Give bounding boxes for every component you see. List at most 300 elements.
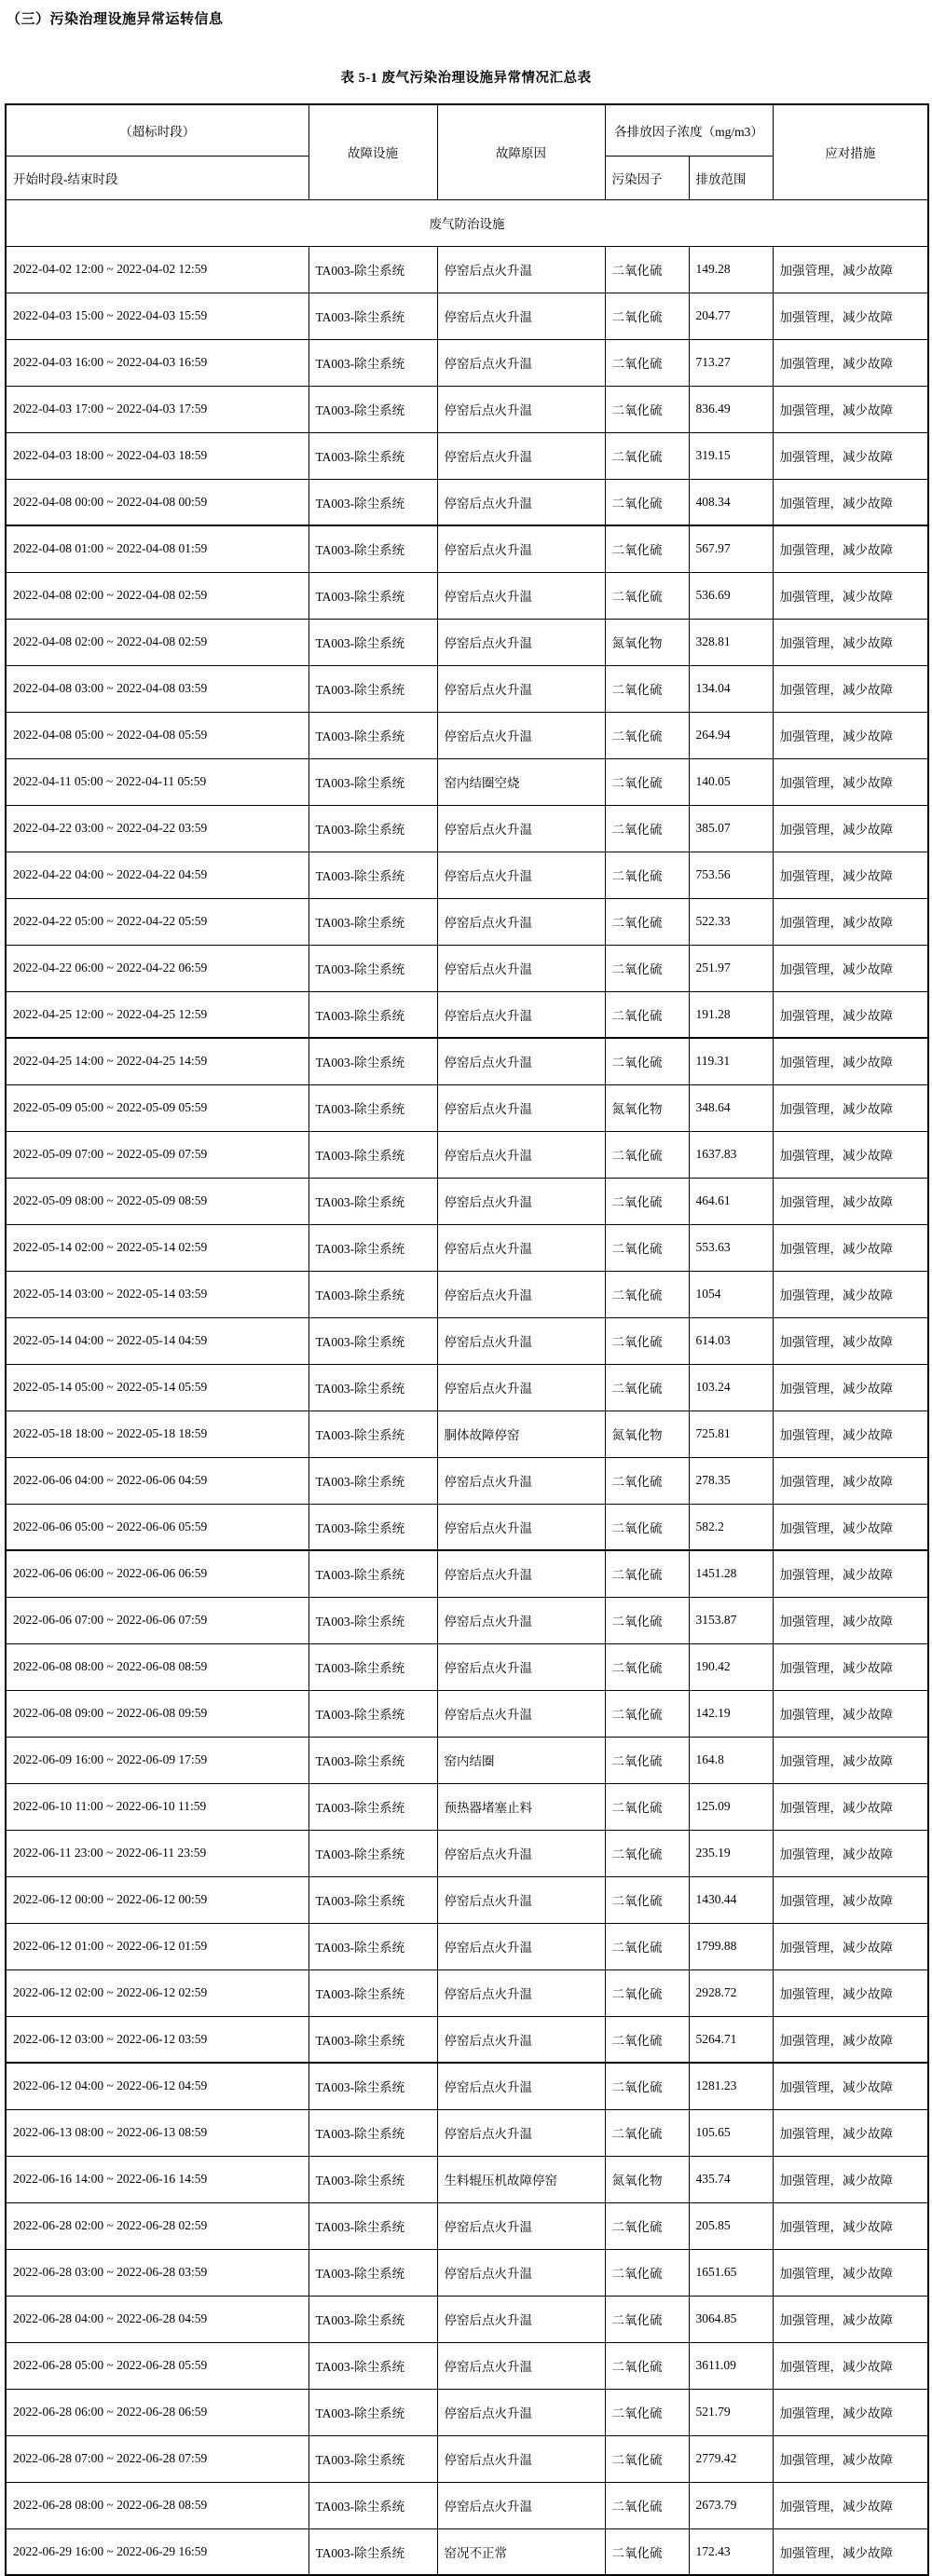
table-row [6,1550,928,1597]
cell-facility: TA003-除尘系统 [308,852,437,898]
cell-value: 264.94 [689,712,773,758]
cell-reason: 生料辊压机故障停窑 [437,2156,605,2202]
table-row [6,1876,928,1923]
cell-period: 2022-06-12 04:00 ~ 2022-06-12 04:59 [6,2063,308,2109]
cell-facility: TA003-除尘系统 [308,1737,437,1783]
cell-value: 836.49 [689,386,773,432]
cell-pollutant: 氮氧化物 [605,619,689,665]
cell-measure: 加强管理，减少故障 [773,1830,928,1876]
table-row [6,991,928,1038]
cell-pollutant: 二氧化硫 [605,525,689,572]
table-row [6,246,928,293]
cell-reason: 停窑后点火升温 [437,2342,605,2389]
cell-facility: TA003-除尘系统 [308,572,437,619]
table-row [6,479,928,525]
cell-pollutant: 二氧化硫 [605,2016,689,2063]
cell-facility: TA003-除尘系统 [308,1783,437,1830]
table-row [6,2016,928,2063]
cell-facility: TA003-除尘系统 [308,293,437,339]
cell-pollutant: 二氧化硫 [605,1271,689,1317]
cell-measure: 加强管理，减少故障 [773,1038,928,1084]
cell-pollutant: 二氧化硫 [605,1923,689,1969]
cell-pollutant: 二氧化硫 [605,1038,689,1084]
table-row [6,1178,928,1224]
cell-pollutant: 二氧化硫 [605,712,689,758]
cell-period: 2022-06-06 06:00 ~ 2022-06-06 06:59 [6,1550,308,1597]
cell-facility: TA003-除尘系统 [308,2202,437,2249]
cell-reason: 停窑后点火升温 [437,2063,605,2109]
cell-facility: TA003-除尘系统 [308,2435,437,2482]
table-row [6,1923,928,1969]
section-title: （三）污染治理设施异常运转信息 [7,12,224,27]
cell-pollutant: 二氧化硫 [605,1876,689,1923]
table-row [6,525,928,572]
table-row [6,2482,928,2528]
cell-reason: 停窑后点火升温 [437,1271,605,1317]
cell-facility: TA003-除尘系统 [308,1411,437,1457]
cell-facility: TA003-除尘系统 [308,1597,437,1643]
cell-measure: 加强管理，减少故障 [773,1131,928,1178]
cell-period: 2022-06-29 16:00 ~ 2022-06-29 16:59 [6,2528,308,2575]
cell-measure: 加强管理，减少故障 [773,1504,928,1550]
table-row [6,2435,928,2482]
cell-facility: TA003-除尘系统 [308,1923,437,1969]
cell-period: 2022-05-09 05:00 ~ 2022-05-09 05:59 [6,1084,308,1131]
cell-period: 2022-05-14 03:00 ~ 2022-05-14 03:59 [6,1271,308,1317]
cell-pollutant: 二氧化硫 [605,2296,689,2342]
cell-measure: 加强管理，减少故障 [773,572,928,619]
cell-reason: 停窑后点火升温 [437,572,605,619]
table-caption: 表 5-1 废气污染治理设施异常情况汇总表 [340,71,592,86]
cell-value: 204.77 [689,293,773,339]
cell-period: 2022-06-28 08:00 ~ 2022-06-28 08:59 [6,2482,308,2528]
cell-reason: 停窑后点火升温 [437,1364,605,1411]
cell-reason: 停窑后点火升温 [437,293,605,339]
cell-period: 2022-04-02 12:00 ~ 2022-04-02 12:59 [6,246,308,293]
cell-pollutant: 二氧化硫 [605,2063,689,2109]
table-row [6,1224,928,1271]
cell-facility: TA003-除尘系统 [308,525,437,572]
cell-period: 2022-05-14 04:00 ~ 2022-05-14 04:59 [6,1317,308,1364]
cell-value: 385.07 [689,805,773,852]
cell-facility: TA003-除尘系统 [308,2389,437,2435]
cell-pollutant: 二氧化硫 [605,572,689,619]
cell-facility: TA003-除尘系统 [308,339,437,386]
cell-value: 3611.09 [689,2342,773,2389]
cell-period: 2022-04-22 06:00 ~ 2022-04-22 06:59 [6,945,308,991]
cell-facility: TA003-除尘系统 [308,712,437,758]
cell-reason: 停窑后点火升温 [437,712,605,758]
cell-reason: 停窑后点火升温 [437,2202,605,2249]
cell-pollutant: 二氧化硫 [605,1178,689,1224]
cell-pollutant: 氮氧化物 [605,2156,689,2202]
cell-period: 2022-06-12 01:00 ~ 2022-06-12 01:59 [6,1923,308,1969]
cell-measure: 加强管理，减少故障 [773,2156,928,2202]
cell-measure: 加强管理，减少故障 [773,805,928,852]
cell-value: 319.15 [689,432,773,479]
cell-value: 3064.85 [689,2296,773,2342]
cell-measure: 加强管理，减少故障 [773,2249,928,2296]
cell-value: 125.09 [689,1783,773,1830]
cell-facility: TA003-除尘系统 [308,1038,437,1084]
cell-pollutant: 二氧化硫 [605,1317,689,1364]
header-exceed-period: （超标时段） [6,104,308,156]
cell-reason: 停窑后点火升温 [437,525,605,572]
cell-pollutant: 二氧化硫 [605,852,689,898]
cell-measure: 加强管理，减少故障 [773,1597,928,1643]
cell-pollutant: 二氧化硫 [605,1597,689,1643]
cell-reason: 停窑后点火升温 [437,2109,605,2156]
cell-measure: 加强管理，减少故障 [773,1876,928,1923]
cell-period: 2022-06-08 08:00 ~ 2022-06-08 08:59 [6,1643,308,1690]
cell-period: 2022-04-08 01:00 ~ 2022-04-08 01:59 [6,525,308,572]
cell-facility: TA003-除尘系统 [308,246,437,293]
cell-facility: TA003-除尘系统 [308,665,437,712]
cell-period: 2022-04-03 18:00 ~ 2022-04-03 18:59 [6,432,308,479]
cell-value: 134.04 [689,665,773,712]
cell-reason: 停窑后点火升温 [437,1876,605,1923]
abnormal-operation-table [5,103,929,2576]
header-facility: 故障设施 [308,104,437,199]
cell-period: 2022-05-09 08:00 ~ 2022-05-09 08:59 [6,1178,308,1224]
table-row [6,2342,928,2389]
cell-value: 119.31 [689,1038,773,1084]
table-row [6,1084,928,1131]
cell-value: 1799.88 [689,1923,773,1969]
cell-facility: TA003-除尘系统 [308,2342,437,2389]
cell-period: 2022-06-06 05:00 ~ 2022-06-06 05:59 [6,1504,308,1550]
cell-period: 2022-04-03 15:00 ~ 2022-04-03 15:59 [6,293,308,339]
header-concentration-group: 各排放因子浓度（mg/m3） [605,104,773,156]
cell-facility: TA003-除尘系统 [308,386,437,432]
cell-measure: 加强管理，减少故障 [773,1364,928,1411]
cell-reason: 停窑后点火升温 [437,1830,605,1876]
table-row [6,665,928,712]
cell-measure: 加强管理，减少故障 [773,712,928,758]
cell-reason: 停窑后点火升温 [437,479,605,525]
cell-value: 1430.44 [689,1876,773,1923]
cell-pollutant: 二氧化硫 [605,432,689,479]
cell-reason: 停窑后点火升温 [437,2016,605,2063]
cell-period: 2022-06-28 04:00 ~ 2022-06-28 04:59 [6,2296,308,2342]
cell-reason: 停窑后点火升温 [437,1969,605,2016]
table-row [6,1643,928,1690]
cell-measure: 加强管理，减少故障 [773,2109,928,2156]
cell-pollutant: 二氧化硫 [605,1550,689,1597]
cell-pollutant: 二氧化硫 [605,246,689,293]
cell-reason: 停窑后点火升温 [437,619,605,665]
category-row-waste-gas: 废气防治设施 [6,199,928,246]
cell-measure: 加强管理，减少故障 [773,246,928,293]
cell-measure: 加强管理，减少故障 [773,945,928,991]
cell-facility: TA003-除尘系统 [308,1224,437,1271]
cell-measure: 加强管理，减少故障 [773,1317,928,1364]
cell-value: 278.35 [689,1457,773,1504]
cell-period: 2022-04-03 17:00 ~ 2022-04-03 17:59 [6,386,308,432]
cell-pollutant: 二氧化硫 [605,1783,689,1830]
cell-reason: 停窑后点火升温 [437,805,605,852]
cell-reason: 停窑后点火升温 [437,432,605,479]
cell-pollutant: 二氧化硫 [605,665,689,712]
cell-pollutant: 二氧化硫 [605,2435,689,2482]
cell-facility: TA003-除尘系统 [308,1364,437,1411]
cell-period: 2022-06-12 00:00 ~ 2022-06-12 00:59 [6,1876,308,1923]
table-row [6,339,928,386]
cell-measure: 加强管理，减少故障 [773,432,928,479]
cell-value: 103.24 [689,1364,773,1411]
table-row [6,1364,928,1411]
cell-facility: TA003-除尘系统 [308,945,437,991]
cell-reason: 停窑后点火升温 [437,898,605,945]
cell-facility: TA003-除尘系统 [308,1178,437,1224]
cell-value: 191.28 [689,991,773,1038]
cell-measure: 加强管理，减少故障 [773,758,928,805]
cell-reason: 停窑后点火升温 [437,2296,605,2342]
cell-period: 2022-06-11 23:00 ~ 2022-06-11 23:59 [6,1830,308,1876]
table-row [6,2202,928,2249]
cell-value: 2779.42 [689,2435,773,2482]
cell-value: 140.05 [689,758,773,805]
cell-pollutant: 二氧化硫 [605,2389,689,2435]
table-row [6,2063,928,2109]
cell-reason: 停窑后点火升温 [437,852,605,898]
cell-period: 2022-05-18 18:00 ~ 2022-05-18 18:59 [6,1411,308,1457]
cell-measure: 加强管理，减少故障 [773,1457,928,1504]
cell-pollutant: 二氧化硫 [605,2202,689,2249]
cell-value: 348.64 [689,1084,773,1131]
table-row [6,2109,928,2156]
cell-facility: TA003-除尘系统 [308,2249,437,2296]
cell-measure: 加强管理，减少故障 [773,1969,928,2016]
header-reason: 故障原因 [437,104,605,199]
cell-value: 2928.72 [689,1969,773,2016]
cell-reason: 停窑后点火升温 [437,2389,605,2435]
header-measure: 应对措施 [773,104,928,199]
cell-pollutant: 二氧化硫 [605,1224,689,1271]
cell-reason: 停窑后点火升温 [437,1084,605,1131]
cell-reason: 胴体故障停窑 [437,1411,605,1457]
cell-measure: 加强管理，减少故障 [773,479,928,525]
cell-pollutant: 氮氧化物 [605,1084,689,1131]
cell-facility: TA003-除尘系统 [308,432,437,479]
cell-period: 2022-06-28 05:00 ~ 2022-06-28 05:59 [6,2342,308,2389]
cell-reason: 停窑后点火升温 [437,1131,605,1178]
cell-value: 553.63 [689,1224,773,1271]
cell-value: 328.81 [689,619,773,665]
cell-pollutant: 二氧化硫 [605,1457,689,1504]
cell-pollutant: 二氧化硫 [605,1504,689,1550]
table-row [6,2156,928,2202]
cell-pollutant: 二氧化硫 [605,1737,689,1783]
cell-reason: 停窑后点火升温 [437,1224,605,1271]
cell-reason: 停窑后点火升温 [437,991,605,1038]
cell-measure: 加强管理，减少故障 [773,525,928,572]
cell-facility: TA003-除尘系统 [308,1504,437,1550]
cell-measure: 加强管理，减少故障 [773,1643,928,1690]
cell-reason: 停窑后点火升温 [437,2482,605,2528]
cell-pollutant: 二氧化硫 [605,479,689,525]
cell-value: 235.19 [689,1830,773,1876]
cell-measure: 加强管理，减少故障 [773,293,928,339]
cell-reason: 停窑后点火升温 [437,665,605,712]
cell-reason: 停窑后点火升温 [437,1597,605,1643]
cell-measure: 加强管理，减少故障 [773,2063,928,2109]
cell-period: 2022-06-08 09:00 ~ 2022-06-08 09:59 [6,1690,308,1737]
cell-value: 521.79 [689,2389,773,2435]
table-row [6,1783,928,1830]
table-row [6,805,928,852]
cell-value: 1451.28 [689,1550,773,1597]
cell-reason: 停窑后点火升温 [437,246,605,293]
cell-period: 2022-06-16 14:00 ~ 2022-06-16 14:59 [6,2156,308,2202]
cell-period: 2022-06-28 06:00 ~ 2022-06-28 06:59 [6,2389,308,2435]
cell-measure: 加强管理，减少故障 [773,2016,928,2063]
cell-facility: TA003-除尘系统 [308,1550,437,1597]
cell-measure: 加强管理，减少故障 [773,2528,928,2575]
cell-reason: 停窑后点火升温 [437,2249,605,2296]
cell-pollutant: 二氧化硫 [605,805,689,852]
cell-pollutant: 二氧化硫 [605,1131,689,1178]
table-row [6,1038,928,1084]
cell-value: 1281.23 [689,2063,773,2109]
cell-value: 522.33 [689,898,773,945]
cell-value: 614.03 [689,1317,773,1364]
cell-value: 713.27 [689,339,773,386]
cell-pollutant: 二氧化硫 [605,991,689,1038]
cell-facility: TA003-除尘系统 [308,758,437,805]
cell-measure: 加强管理，减少故障 [773,2202,928,2249]
cell-facility: TA003-除尘系统 [308,1690,437,1737]
table-row [6,712,928,758]
cell-reason: 停窑后点火升温 [437,1643,605,1690]
cell-period: 2022-05-14 05:00 ~ 2022-05-14 05:59 [6,1364,308,1411]
cell-pollutant: 二氧化硫 [605,1969,689,2016]
cell-period: 2022-04-22 05:00 ~ 2022-04-22 05:59 [6,898,308,945]
cell-period: 2022-04-22 03:00 ~ 2022-04-22 03:59 [6,805,308,852]
cell-pollutant: 氮氧化物 [605,1411,689,1457]
cell-pollutant: 二氧化硫 [605,386,689,432]
cell-period: 2022-04-08 00:00 ~ 2022-04-08 00:59 [6,479,308,525]
cell-measure: 加强管理，减少故障 [773,2482,928,2528]
cell-period: 2022-06-06 04:00 ~ 2022-06-06 04:59 [6,1457,308,1504]
cell-period: 2022-04-25 14:00 ~ 2022-04-25 14:59 [6,1038,308,1084]
table-row [6,945,928,991]
cell-pollutant: 二氧化硫 [605,2482,689,2528]
cell-value: 251.97 [689,945,773,991]
cell-pollutant: 二氧化硫 [605,2249,689,2296]
cell-value: 753.56 [689,852,773,898]
cell-period: 2022-05-14 02:00 ~ 2022-05-14 02:59 [6,1224,308,1271]
cell-value: 164.8 [689,1737,773,1783]
cell-facility: TA003-除尘系统 [308,1830,437,1876]
cell-period: 2022-04-22 04:00 ~ 2022-04-22 04:59 [6,852,308,898]
cell-period: 2022-05-09 07:00 ~ 2022-05-09 07:59 [6,1131,308,1178]
cell-measure: 加强管理，减少故障 [773,1411,928,1457]
cell-measure: 加强管理，减少故障 [773,339,928,386]
cell-measure: 加强管理，减少故障 [773,1271,928,1317]
table-row [6,898,928,945]
cell-value: 105.65 [689,2109,773,2156]
table-row [6,1737,928,1783]
cell-reason: 停窑后点火升温 [437,1038,605,1084]
cell-reason: 停窑后点火升温 [437,1690,605,1737]
table-row [6,1131,928,1178]
cell-value: 435.74 [689,2156,773,2202]
cell-measure: 加强管理，减少故障 [773,1690,928,1737]
cell-facility: TA003-除尘系统 [308,2156,437,2202]
cell-measure: 加强管理，减少故障 [773,2342,928,2389]
cell-facility: TA003-除尘系统 [308,1969,437,2016]
cell-period: 2022-04-11 05:00 ~ 2022-04-11 05:59 [6,758,308,805]
cell-measure: 加强管理，减少故障 [773,1178,928,1224]
cell-pollutant: 二氧化硫 [605,1364,689,1411]
cell-value: 1637.83 [689,1131,773,1178]
cell-reason: 停窑后点火升温 [437,1317,605,1364]
cell-measure: 加强管理，减少故障 [773,1783,928,1830]
cell-period: 2022-04-08 02:00 ~ 2022-04-08 02:59 [6,619,308,665]
cell-reason: 停窑后点火升温 [437,1457,605,1504]
cell-reason: 停窑后点火升温 [437,386,605,432]
table-body [6,246,928,2575]
cell-value: 1054 [689,1271,773,1317]
table-row [6,2389,928,2435]
cell-measure: 加强管理，减少故障 [773,619,928,665]
table-row [6,1597,928,1643]
cell-value: 149.28 [689,246,773,293]
cell-value: 205.85 [689,2202,773,2249]
cell-facility: TA003-除尘系统 [308,991,437,1038]
table-row [6,2528,928,2575]
cell-value: 142.19 [689,1690,773,1737]
cell-pollutant: 二氧化硫 [605,2342,689,2389]
cell-facility: TA003-除尘系统 [308,1643,437,1690]
table-row [6,1457,928,1504]
cell-facility: TA003-除尘系统 [308,1084,437,1131]
cell-period: 2022-06-12 03:00 ~ 2022-06-12 03:59 [6,2016,308,2063]
cell-period: 2022-06-13 08:00 ~ 2022-06-13 08:59 [6,2109,308,2156]
header-range: 排放范围 [689,156,773,199]
header-period-range: 开始时段-结束时段 [6,156,308,199]
cell-period: 2022-06-06 07:00 ~ 2022-06-06 07:59 [6,1597,308,1643]
table-row [6,1317,928,1364]
cell-period: 2022-04-03 16:00 ~ 2022-04-03 16:59 [6,339,308,386]
cell-measure: 加强管理，减少故障 [773,1737,928,1783]
cell-reason: 预热器堵塞止料 [437,1783,605,1830]
table-row [6,2296,928,2342]
cell-value: 190.42 [689,1643,773,1690]
cell-pollutant: 二氧化硫 [605,339,689,386]
cell-facility: TA003-除尘系统 [308,2016,437,2063]
cell-value: 536.69 [689,572,773,619]
cell-facility: TA003-除尘系统 [308,2482,437,2528]
cell-facility: TA003-除尘系统 [308,2296,437,2342]
cell-reason: 窑内结圈 [437,1737,605,1783]
cell-pollutant: 二氧化硫 [605,898,689,945]
cell-reason: 停窑后点火升温 [437,1550,605,1597]
cell-reason: 窑况不正常 [437,2528,605,2575]
cell-facility: TA003-除尘系统 [308,2528,437,2575]
table-row [6,572,928,619]
cell-reason: 窑内结圈空烧 [437,758,605,805]
table-row [6,1969,928,2016]
cell-value: 464.61 [689,1178,773,1224]
cell-pollutant: 二氧化硫 [605,2528,689,2575]
cell-facility: TA003-除尘系统 [308,898,437,945]
cell-measure: 加强管理，减少故障 [773,852,928,898]
cell-period: 2022-04-08 02:00 ~ 2022-04-08 02:59 [6,572,308,619]
table-row [6,293,928,339]
cell-pollutant: 二氧化硫 [605,293,689,339]
